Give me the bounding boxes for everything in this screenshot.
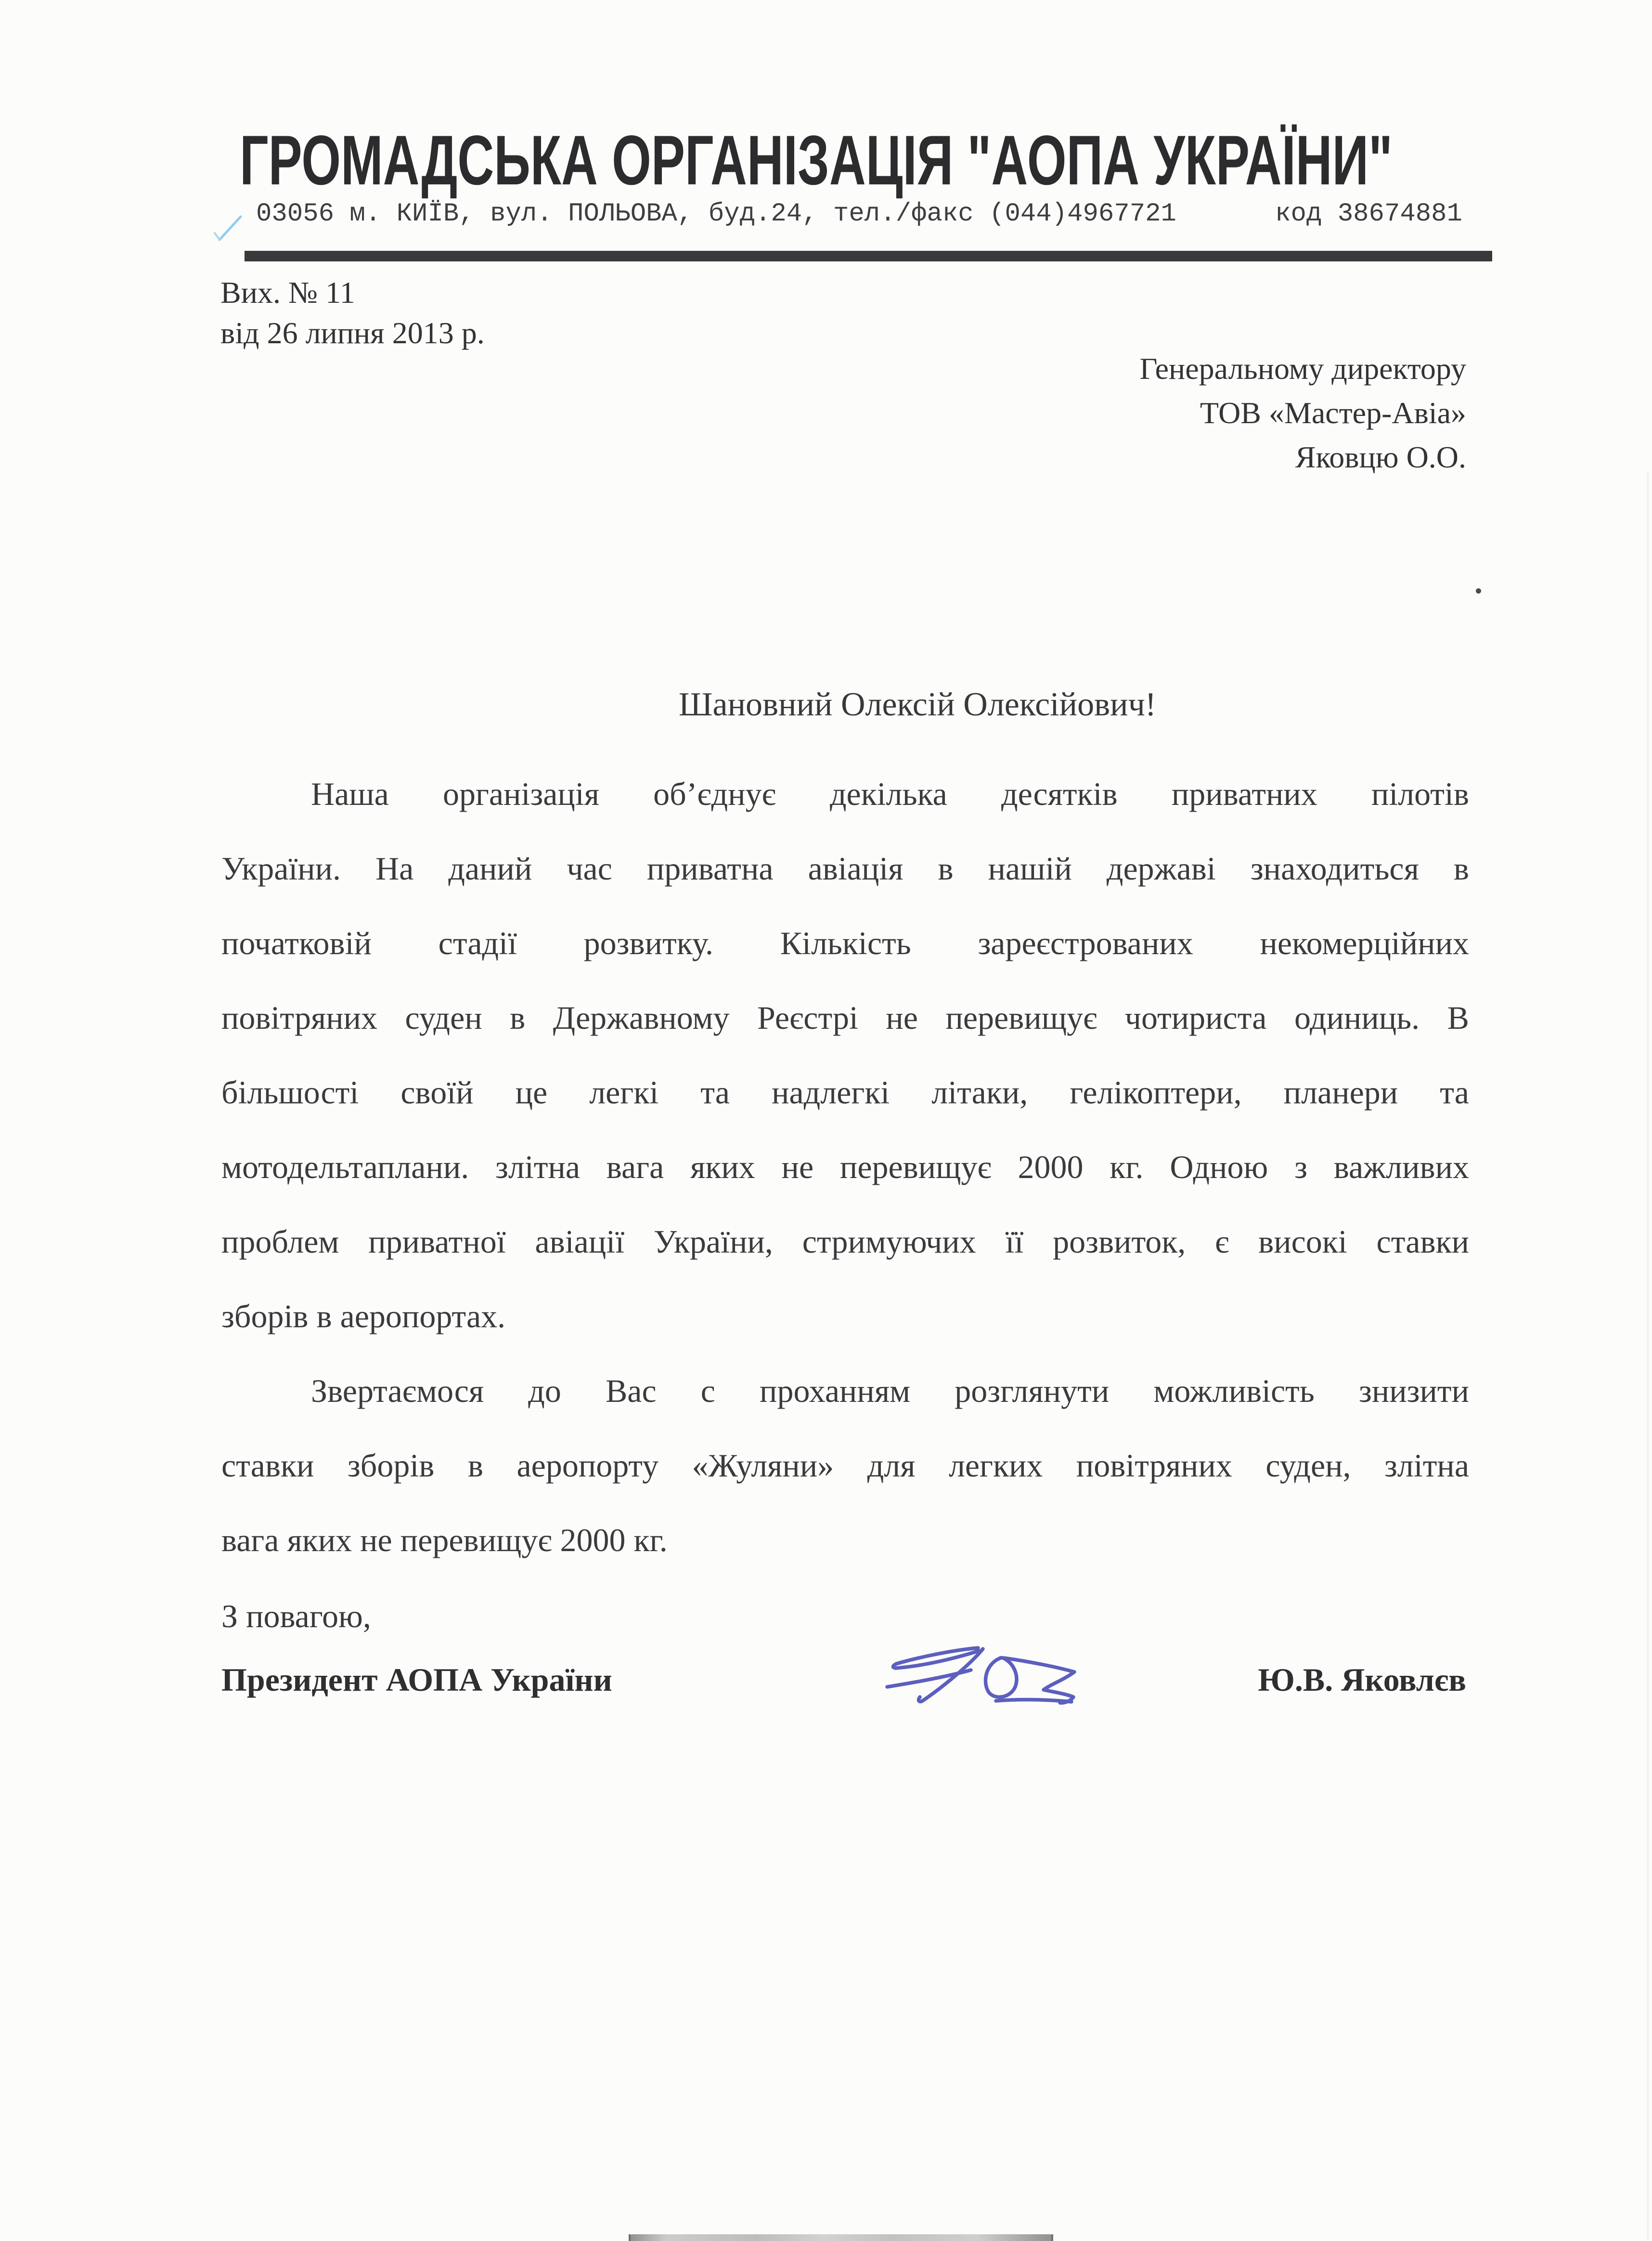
letterhead-divider bbox=[245, 251, 1492, 261]
recipient-company: ТОВ «Мастер-Авіа» bbox=[1200, 396, 1466, 430]
body-line: мотодельтаплани. злітна вага яких не перевищує 2000 кг. Одною з важливих bbox=[221, 1149, 1469, 1185]
body-line: зборів в аеропортах. bbox=[221, 1298, 506, 1334]
pen-mark-icon bbox=[211, 215, 245, 245]
body-line: початковій стадії розвитку. Кількість зареєстрованих некомерційних bbox=[221, 925, 1469, 961]
signature-icon bbox=[883, 1636, 1090, 1715]
signer-name: Ю.В. Яковлєв bbox=[1258, 1661, 1466, 1698]
body-line: ставки зборів в аеропорту «Жуляни» для легких повітряних суден, злітна bbox=[221, 1447, 1469, 1484]
body-line: вага яких не перевищує 2000 кг. bbox=[221, 1522, 668, 1558]
body-line: Звертаємося до Вас с проханням розглянути можливість знизити bbox=[311, 1373, 1469, 1409]
letterhead-org-code: код 38674881 bbox=[1275, 199, 1462, 229]
outgoing-number: Вих. № 11 bbox=[220, 275, 355, 310]
reference-block bbox=[220, 272, 485, 353]
organization-name: ГРОМАДСЬКА ОРГАНІЗАЦІЯ "АОПА УКРАЇНИ" bbox=[240, 121, 1393, 199]
letter-body bbox=[221, 757, 1469, 1578]
recipient-name: Яковцю О.О. bbox=[1295, 440, 1466, 474]
letter-date: від 26 липня 2013 р. bbox=[220, 316, 485, 350]
recipient-block bbox=[1139, 347, 1466, 479]
letterhead-address: 03056 м. КИЇВ, вул. ПОЛЬОВА, буд.24, тел./факс (044)4967721 bbox=[256, 199, 1176, 229]
scan-edge-line bbox=[1647, 472, 1649, 2241]
body-line: Наша організація об’єднує декілька десятків приватних пілотів bbox=[311, 776, 1469, 812]
body-line: проблем приватної авіації України, стримуючих її розвиток, є високі ставки bbox=[221, 1223, 1469, 1260]
body-line: більшості своїй це легкі та надлегкі літаки, гелікоптери, планери та bbox=[221, 1074, 1469, 1111]
scan-bottom-artifact bbox=[629, 2234, 1053, 2241]
body-line: повітряних суден в Державному Реєстрі не перевищує чотириста одиниць. В bbox=[221, 999, 1469, 1036]
body-line: України. На даний час приватна авіація в нашій державі знаходиться в bbox=[221, 850, 1469, 887]
stray-dot-artifact bbox=[1476, 588, 1481, 594]
valediction: З повагою, bbox=[221, 1598, 371, 1634]
letterhead-address-row bbox=[256, 199, 1462, 229]
signer-title: Президент АОПА України bbox=[221, 1661, 612, 1698]
recipient-position: Генеральному директору bbox=[1139, 351, 1466, 386]
salutation: Шановний Олексій Олексійович! bbox=[678, 686, 1157, 723]
